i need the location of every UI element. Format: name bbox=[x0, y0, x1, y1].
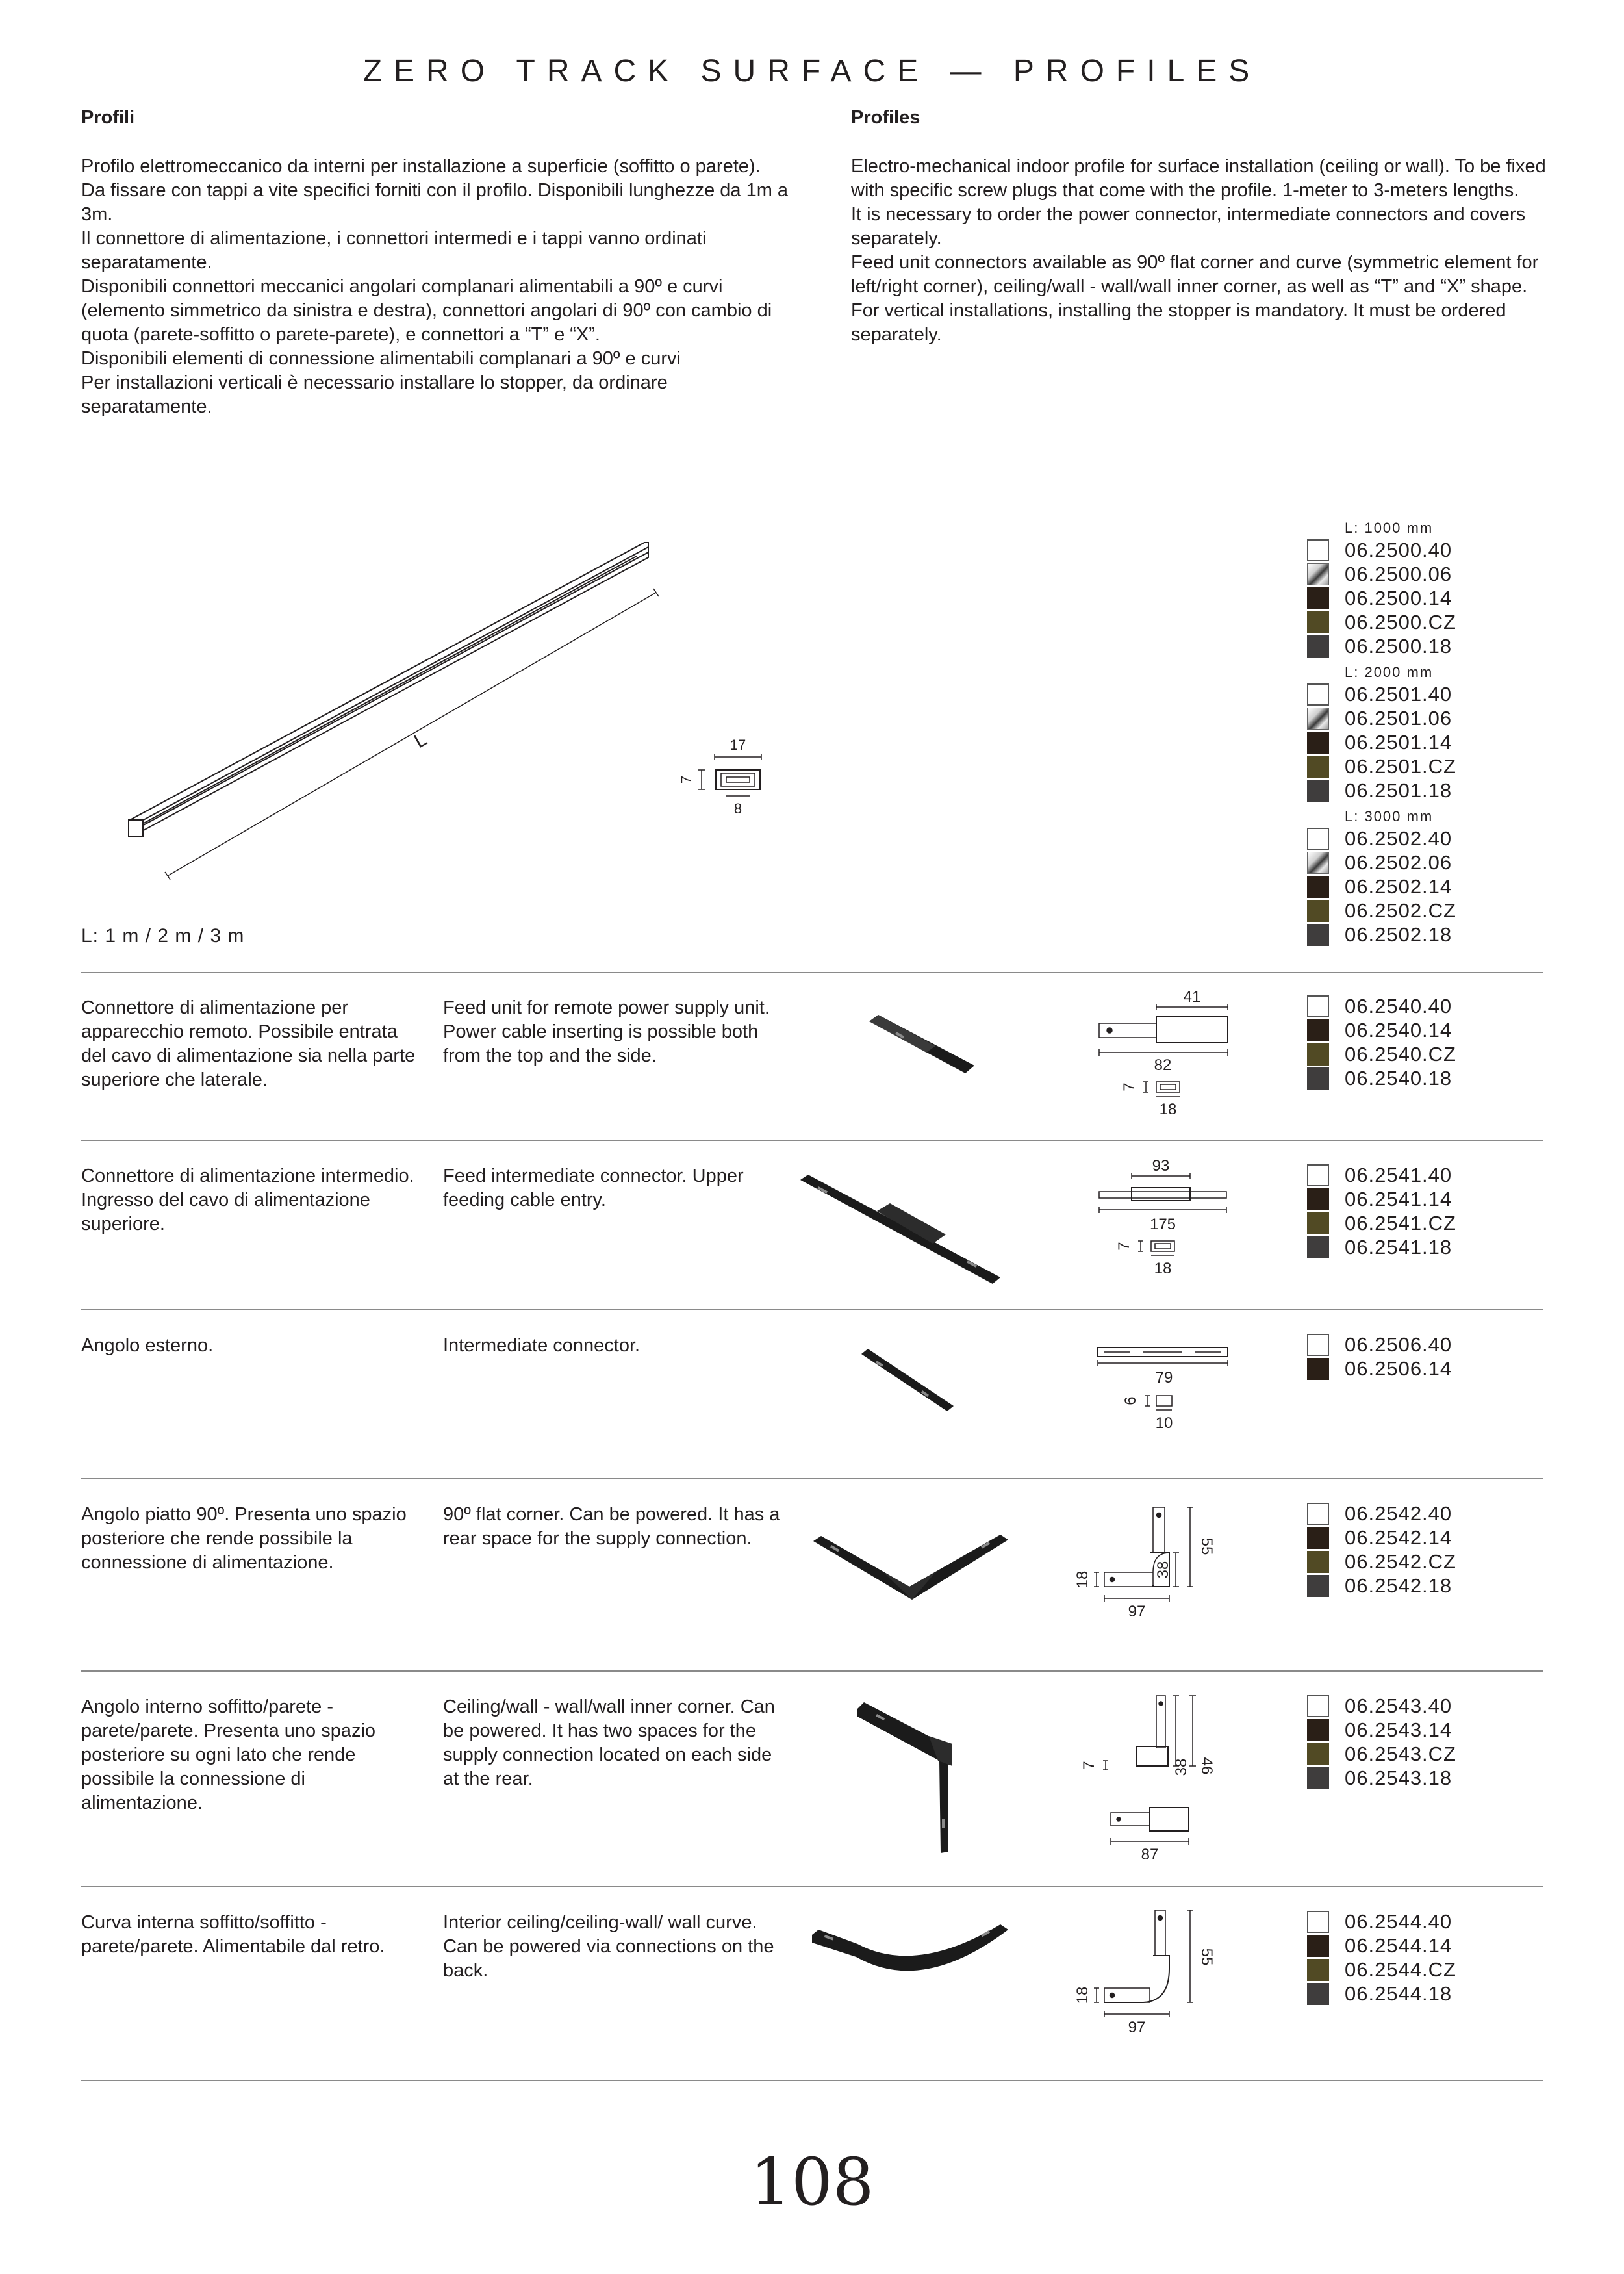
product-code: 06.2506.40 bbox=[1345, 1333, 1453, 1356]
dimension-label: 7 bbox=[1115, 1242, 1133, 1251]
intro-en-paragraph: For vertical installations, installing the stopper is mandatory. It must be ordered separately. bbox=[851, 300, 1506, 345]
section-divider bbox=[81, 1478, 1543, 1479]
color-swatch-white bbox=[1307, 1503, 1329, 1525]
product-code: 06.2543.40 bbox=[1345, 1694, 1453, 1717]
product-code: 06.2544.14 bbox=[1345, 1934, 1453, 1957]
intro-it-paragraph: Profilo elettromeccanico da interni per installazione a superficie (soffitto o parete). Da fissare con tappi a vite specifici forniti con il profilo. Disponibili lunghezze da 1m a 3m. bbox=[81, 156, 789, 225]
product-code: 06.2542.14 bbox=[1345, 1526, 1453, 1549]
section-inner-label: 8 bbox=[733, 800, 742, 817]
color-swatch-black bbox=[1307, 876, 1329, 898]
product-code: 06.2502.06 bbox=[1345, 851, 1453, 874]
product-code: 06.2541.18 bbox=[1345, 1236, 1453, 1258]
product-codes bbox=[1307, 1333, 1541, 1385]
dimension-label: 46 bbox=[1198, 1757, 1215, 1775]
product-code: 06.2540.40 bbox=[1345, 995, 1453, 1017]
product-code: 06.2543.CZ bbox=[1345, 1743, 1456, 1765]
intro-text-en bbox=[851, 155, 1549, 347]
intro-it-paragraph: Per installazioni verticali è necessario installare lo stopper, da ordinare separatamente. bbox=[81, 372, 668, 417]
product-code: 06.2541.14 bbox=[1345, 1188, 1453, 1210]
product-description-it: Angolo piatto 90º. Presenta uno spazio posteriore che rende possibile la connessione di alimentazione. bbox=[81, 1504, 407, 1573]
product-description-it: Connettore di alimentazione intermedio. Ingresso del cavo di alimentazione superiore. bbox=[81, 1166, 414, 1234]
color-swatch-black bbox=[1307, 587, 1329, 609]
dimension-label: 38 bbox=[1173, 1758, 1190, 1776]
length-label: L: 1000 mm bbox=[1345, 520, 1434, 536]
color-swatch-white bbox=[1307, 828, 1329, 850]
product-code: 06.2502.CZ bbox=[1345, 899, 1456, 922]
color-swatch-black bbox=[1307, 1527, 1329, 1549]
feed-intermediate-image bbox=[793, 1163, 1013, 1293]
color-swatch-black bbox=[1307, 1188, 1329, 1210]
section-divider bbox=[81, 1309, 1543, 1310]
product-code: 06.2544.40 bbox=[1345, 1910, 1453, 1933]
color-swatch-white bbox=[1307, 995, 1329, 1017]
intro-heading-it: Profili bbox=[81, 107, 135, 128]
color-swatch-white bbox=[1307, 1164, 1329, 1186]
color-swatch-grey bbox=[1307, 1236, 1329, 1258]
product-codes bbox=[1307, 1501, 1541, 1605]
section-divider bbox=[81, 1140, 1543, 1141]
profile-length-label: L bbox=[411, 728, 431, 753]
dimension-label: 7 bbox=[1080, 1761, 1098, 1770]
section-divider bbox=[81, 1670, 1543, 1672]
color-swatch-chrome bbox=[1307, 563, 1329, 585]
page-number: 108 bbox=[750, 2144, 874, 2220]
product-description-en: 90º flat corner. Can be powered. It has a rear space for the supply connection. bbox=[443, 1504, 780, 1549]
product-code: 06.2540.14 bbox=[1345, 1019, 1453, 1041]
product-description-en: Intermediate connector. bbox=[443, 1335, 641, 1356]
dimension-label: 6 bbox=[1122, 1396, 1139, 1405]
inner-corner-image bbox=[851, 1689, 981, 1858]
product-code: 06.2500.14 bbox=[1345, 587, 1453, 609]
profile-codes bbox=[1307, 520, 1541, 949]
color-swatch-chrome bbox=[1307, 852, 1329, 874]
curve-dimension-drawing bbox=[1072, 1904, 1254, 2066]
product-description-it: Angolo interno soffitto/parete - parete/parete. Presenta uno spazio posteriore su ogni lato che rende possibile la connessione di alimentazione. bbox=[81, 1696, 376, 1813]
intro-en-paragraph: It is necessary to order the power connector, intermediate connectors and covers separately. bbox=[851, 204, 1526, 249]
color-swatch-grey bbox=[1307, 1067, 1329, 1090]
color-swatch-white bbox=[1307, 683, 1329, 706]
section-height-label: 7 bbox=[678, 775, 694, 784]
product-code: 06.2506.14 bbox=[1345, 1357, 1453, 1380]
intermediate-connector-dimension-drawing bbox=[1091, 1338, 1234, 1442]
dimension-label: 7 bbox=[1121, 1082, 1138, 1092]
color-swatch-bronze bbox=[1307, 1743, 1329, 1765]
dimension-label: 38 bbox=[1154, 1561, 1172, 1579]
color-swatch-black bbox=[1307, 1719, 1329, 1741]
intro-it-paragraph: Il connettore di alimentazione, i connettori intermedi e i tappi vanno ordinati separatamente. bbox=[81, 228, 707, 273]
curve-image bbox=[806, 1917, 1020, 2014]
product-code: 06.2501.CZ bbox=[1345, 755, 1456, 778]
product-code: 06.2542.CZ bbox=[1345, 1550, 1456, 1573]
dimension-label: 10 bbox=[1155, 1414, 1173, 1432]
product-code: 06.2500.18 bbox=[1345, 635, 1453, 658]
color-swatch-grey bbox=[1307, 1575, 1329, 1597]
dimension-label: 97 bbox=[1128, 2019, 1146, 2036]
product-code: 06.2543.14 bbox=[1345, 1718, 1453, 1741]
intermediate-connector-image bbox=[851, 1338, 961, 1416]
product-description-it: Curva interna soffitto/soffitto - parete/parete. Alimentabile dal retro. bbox=[81, 1912, 385, 1957]
color-swatch-black bbox=[1307, 1019, 1329, 1041]
product-code: 06.2541.CZ bbox=[1345, 1212, 1456, 1234]
product-code: 06.2500.40 bbox=[1345, 539, 1453, 561]
feed-unit-image bbox=[857, 1001, 987, 1092]
product-description-en: Interior ceiling/ceiling-wall/ wall curve. Can be powered via connections on the back. bbox=[443, 1912, 774, 1981]
dimension-label: 55 bbox=[1198, 1948, 1215, 1966]
product-code: 06.2542.40 bbox=[1345, 1502, 1453, 1525]
section-divider bbox=[81, 2080, 1543, 2081]
profile-track-drawing bbox=[117, 520, 689, 890]
flat-corner-image bbox=[806, 1527, 1026, 1624]
product-code: 06.2502.18 bbox=[1345, 923, 1453, 946]
length-label: L: 3000 mm bbox=[1345, 808, 1434, 824]
color-swatch-chrome bbox=[1307, 708, 1329, 730]
product-code: 06.2541.40 bbox=[1345, 1164, 1453, 1186]
product-code: 06.2544.18 bbox=[1345, 1982, 1453, 2005]
product-description-it: Connettore di alimentazione per apparecchio remoto. Possibile entrata del cavo di alimentazione sia nella parte superiore che laterale. bbox=[81, 997, 416, 1090]
color-swatch-bronze bbox=[1307, 1959, 1329, 1981]
product-codes bbox=[1307, 1163, 1541, 1267]
product-code: 06.2501.14 bbox=[1345, 731, 1453, 754]
profile-lengths: L: 1 m / 2 m / 3 m bbox=[81, 925, 245, 947]
section-divider bbox=[81, 972, 1543, 973]
product-description-en: Ceiling/wall - wall/wall inner corner. Can be powered. It has two spaces for the supply connection located on each side at the rear. bbox=[443, 1696, 775, 1789]
color-swatch-black bbox=[1307, 1935, 1329, 1957]
color-swatch-white bbox=[1307, 539, 1329, 561]
dimension-label: 93 bbox=[1152, 1157, 1170, 1175]
length-label: L: 2000 mm bbox=[1345, 664, 1434, 680]
product-description-it: Angolo esterno. bbox=[81, 1335, 214, 1356]
color-swatch-white bbox=[1307, 1695, 1329, 1717]
color-swatch-grey bbox=[1307, 1767, 1329, 1789]
product-code: 06.2502.40 bbox=[1345, 827, 1453, 850]
inner-corner-dimension-drawing bbox=[1072, 1689, 1254, 1871]
color-swatch-grey bbox=[1307, 924, 1329, 946]
product-codes bbox=[1307, 1694, 1541, 1798]
dimension-label: 18 bbox=[1159, 1101, 1177, 1118]
product-code: 06.2500.06 bbox=[1345, 563, 1453, 585]
product-code: 06.2501.06 bbox=[1345, 707, 1453, 730]
product-description-en: Feed intermediate connector. Upper feeding cable entry. bbox=[443, 1166, 744, 1210]
product-code: 06.2542.18 bbox=[1345, 1574, 1453, 1597]
intro-it-paragraph: Disponibili connettori meccanici angolari complanari alimentabili a 90º e curvi (elemento simmetrico da sinistra e destra), connettori angolari di 90º con cambio di quota (parete-soffitto o parete-parete), e connettori a “T” e “X”. bbox=[81, 276, 772, 345]
dimension-label: 18 bbox=[1154, 1260, 1172, 1277]
color-swatch-bronze bbox=[1307, 611, 1329, 633]
color-swatch-white bbox=[1307, 1334, 1329, 1356]
color-swatch-grey bbox=[1307, 1983, 1329, 2005]
product-codes bbox=[1307, 994, 1541, 1098]
product-codes bbox=[1307, 1910, 1541, 2013]
dimension-label: 175 bbox=[1149, 1216, 1176, 1233]
color-swatch-bronze bbox=[1307, 1212, 1329, 1234]
product-code: 06.2540.18 bbox=[1345, 1067, 1453, 1090]
product-code: 06.2543.18 bbox=[1345, 1767, 1453, 1789]
section-divider bbox=[81, 1886, 1543, 1887]
color-swatch-grey bbox=[1307, 635, 1329, 658]
intro-en-paragraph: Electro-mechanical indoor profile for surface installation (ceiling or wall). To be fixed with specific screw plugs that come with the profile. 1-meter to 3-meters lengths. bbox=[851, 156, 1546, 201]
dimension-label: 55 bbox=[1198, 1537, 1215, 1555]
color-swatch-black bbox=[1307, 732, 1329, 754]
color-swatch-bronze bbox=[1307, 756, 1329, 778]
dimension-label: 18 bbox=[1074, 1986, 1091, 2004]
color-swatch-grey bbox=[1307, 780, 1329, 802]
dimension-label: 97 bbox=[1128, 1603, 1146, 1620]
product-code: 06.2501.18 bbox=[1345, 779, 1453, 802]
product-code: 06.2540.CZ bbox=[1345, 1043, 1456, 1066]
feed-intermediate-dimension-drawing bbox=[1091, 1156, 1234, 1293]
flat-corner-dimension-drawing bbox=[1072, 1501, 1254, 1657]
product-code: 06.2500.CZ bbox=[1345, 611, 1456, 633]
dimension-label: 79 bbox=[1155, 1369, 1173, 1386]
color-swatch-bronze bbox=[1307, 1551, 1329, 1573]
color-swatch-bronze bbox=[1307, 1043, 1329, 1066]
section-width-label: 17 bbox=[730, 737, 746, 753]
page-title: ZERO TRACK SURFACE — PROFILES bbox=[362, 54, 1262, 88]
color-swatch-black bbox=[1307, 1358, 1329, 1380]
dimension-label: 82 bbox=[1154, 1056, 1172, 1074]
product-code: 06.2501.40 bbox=[1345, 683, 1453, 706]
dimension-label: 87 bbox=[1141, 1846, 1159, 1863]
intro-text-it bbox=[81, 155, 789, 419]
product-description-en: Feed unit for remote power supply unit. Power cable inserting is possible both from the top and the side. bbox=[443, 997, 770, 1066]
feed-unit-dimension-drawing bbox=[1091, 988, 1234, 1124]
color-swatch-bronze bbox=[1307, 900, 1329, 922]
dimension-label: 18 bbox=[1074, 1570, 1091, 1589]
product-code: 06.2544.CZ bbox=[1345, 1958, 1456, 1981]
intro-heading-en: Profiles bbox=[851, 107, 920, 128]
intro-it-paragraph: Disponibili elementi di connessione alimentabili complanari a 90º e curvi bbox=[81, 348, 681, 369]
profile-section-drawing bbox=[676, 734, 773, 825]
intro-en-paragraph: Feed unit connectors available as 90º flat corner and curve (symmetric element for left/right corner), ceiling/wall - wall/wall inner corner, as well as “T” and “X” shape. bbox=[851, 252, 1539, 297]
dimension-label: 41 bbox=[1183, 988, 1201, 1006]
product-code: 06.2502.14 bbox=[1345, 875, 1453, 898]
color-swatch-white bbox=[1307, 1911, 1329, 1933]
